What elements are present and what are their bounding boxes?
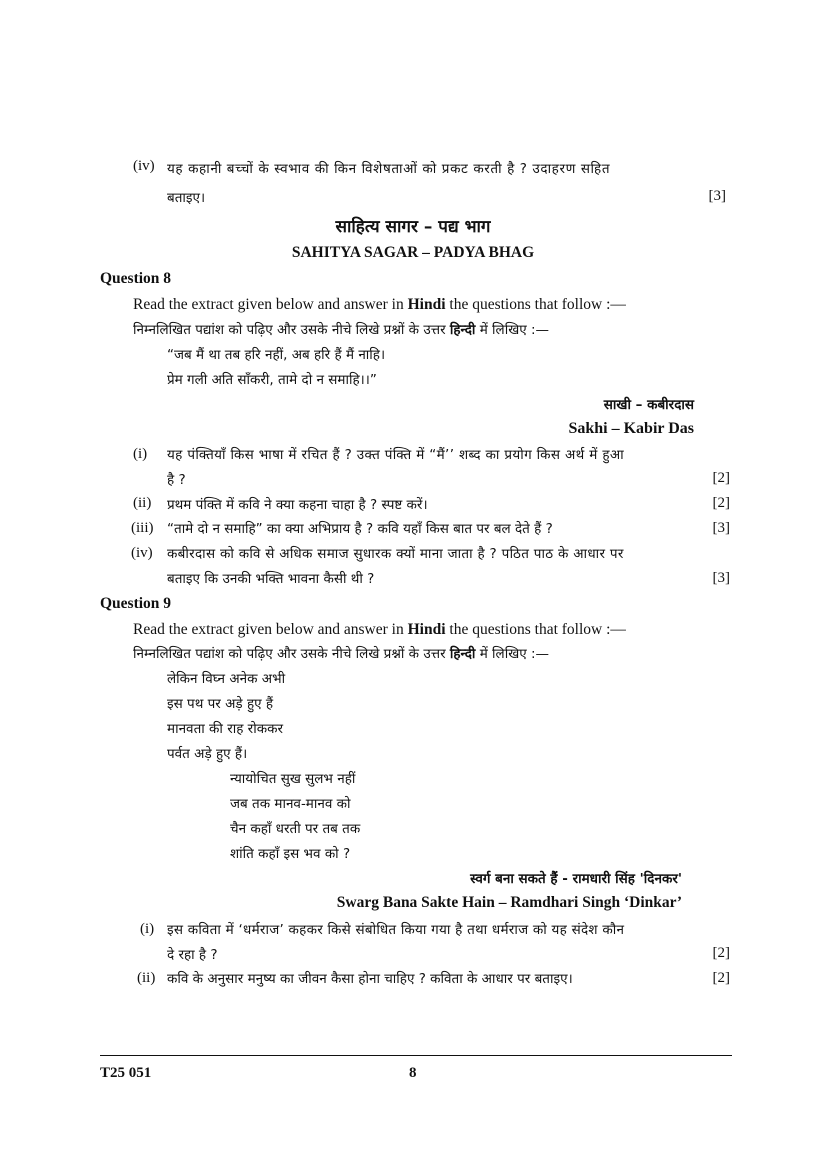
q8-source-hindi: साखी – कबीरदास [603,397,694,413]
q9-poem-indented-line: न्यायोचित सुख सुलभ नहीं [230,771,356,787]
q8-iv-marks: [3] [712,570,730,586]
q8-i-marks: [2] [712,470,730,486]
q8-i-text-line1: यह पंक्तियाँ किस भाषा में रचित हैं ? उक्त पंक्ति में “मैं’’ शब्द का प्रयोग किस अर्थ में हुआ [167,447,625,463]
q8-instruction-english [133,296,626,314]
q8-instruction-hindi-pre: निम्नलिखित पद्यांश को पढ़िए और उसके नीचे लिखे प्रश्नों के उत्तर [133,322,450,338]
q9-ii-number: (ii) [137,970,156,986]
q8-iv-number: (iv) [131,545,153,561]
q9-poem-line: पर्वत अड़े हुए हैं। [167,746,248,762]
q9-source-hindi: स्वर्ग बना सकते हैं - रामधारी सिंह 'दिनकर' [470,871,682,887]
section-title-english: SAHITYA SAGAR – PADYA BHAG [291,244,535,261]
q8-iv-text-line1: कबीरदास को कवि से अधिक समाज सुधारक क्यों माना जाता है ? पठित पाठ के आधार पर [167,546,624,562]
q9-instruction-hindi-post: में लिखिए :— [475,646,550,662]
q8-iii-marks: [3] [712,520,730,536]
footer-page-number: 8 [409,1065,417,1081]
q8-instruction-hindi [133,320,549,338]
q8-iii-number: (iii) [131,520,154,536]
q9-poem-indented-line: जब तक मानव-मानव को [230,796,351,812]
q8-poem-line2: प्रेम गली अति साँकरी, तामे दो न समाहि।।” [167,372,377,388]
q9-instruction-english-bold: Hindi [407,621,446,638]
q8-iii-text: “तामे दो न समाहि” का क्या अभिप्राय है ? कवि यहाँ किस बात पर बल देते हैं ? [167,521,553,537]
q8-iv-text-line2: बताइए कि उनकी भक्ति भावना कैसी थी ? [167,571,375,587]
q9-poem-indented-line: चैन कहाँ धरती पर तब तक [230,821,361,837]
q8-instruction-english-pre: Read the extract given below and answer in [133,296,408,313]
q9-instruction-hindi-bold: हिन्दी [449,646,476,662]
q9-ii-text: कवि के अनुसार मनुष्य का जीवन कैसा होना चाहिए ? कविता के आधार पर बताइए। [167,971,573,987]
q8-source-english: Sakhi – Kabir Das [568,420,694,437]
q9-poem-line: लेकिन विघ्न अनेक अभी [167,671,286,687]
q9-ii-marks: [2] [712,970,730,986]
q9-source-english: Swarg Bana Sakte Hain – Ramdhari Singh ‘Dinkar’ [336,894,682,911]
q9-poem-line: इस पथ पर अड़े हुए हैं [167,696,274,712]
q8-ii-text: प्रथम पंक्ति में कवि ने क्या कहना चाहा है ? स्पष्ट करें। [167,497,428,513]
q8-heading: Question 8 [100,270,172,287]
q9-instruction-hindi-pre: निम्नलिखित पद्यांश को पढ़िए और उसके नीचे लिखे प्रश्नों के उत्तर [133,646,450,662]
footer-rule [100,1055,732,1056]
q7-iv-text-line2: बताइए। [167,190,206,206]
q8-ii-number: (ii) [133,495,152,511]
q7-iv-marks: [3] [708,188,726,204]
q7-iv-number: (iv) [133,158,155,174]
q8-ii-marks: [2] [712,495,730,511]
q8-poem-line1: “जब मैं था तब हरि नहीं, अब हरि हैं मैं नाहि। [167,347,386,363]
q9-instruction-english-post: the questions that follow :— [445,621,626,638]
q9-i-text-line1: इस कविता में ‘धर्मराज’ कहकर किसे संबोधित किया गया है तथा धर्मराज को यह संदेश कौन [167,922,625,938]
footer-paper-code: T25 051 [100,1065,152,1081]
q8-i-number: (i) [133,446,148,462]
q8-instruction-hindi-bold: हिन्दी [449,322,476,338]
q9-poem-line: मानवता की राह रोककर [167,721,283,737]
q9-i-marks: [2] [712,945,730,961]
q8-instruction-english-post: the questions that follow :— [445,296,626,313]
q9-heading: Question 9 [100,595,172,612]
q8-instruction-english-bold: Hindi [407,296,446,313]
q8-instruction-hindi-post: में लिखिए :— [475,322,550,338]
q9-poem-indented-line: शांति कहाँ इस भव को ? [230,846,351,862]
q9-instruction-hindi [133,644,549,662]
q9-i-number: (i) [140,921,155,937]
q9-instruction-english-pre: Read the extract given below and answer in [133,621,408,638]
q9-i-text-line2: दे रहा है ? [167,947,218,963]
q8-i-text-line2: है ? [167,472,186,488]
q7-iv-text-line1: यह कहानी बच्चों के स्वभाव की किन विशेषताओं को प्रकट करती है ? उदाहरण सहित [167,161,611,177]
section-title-hindi: साहित्य सागर – पद्य भाग [335,217,491,237]
q9-instruction-english [133,621,626,639]
